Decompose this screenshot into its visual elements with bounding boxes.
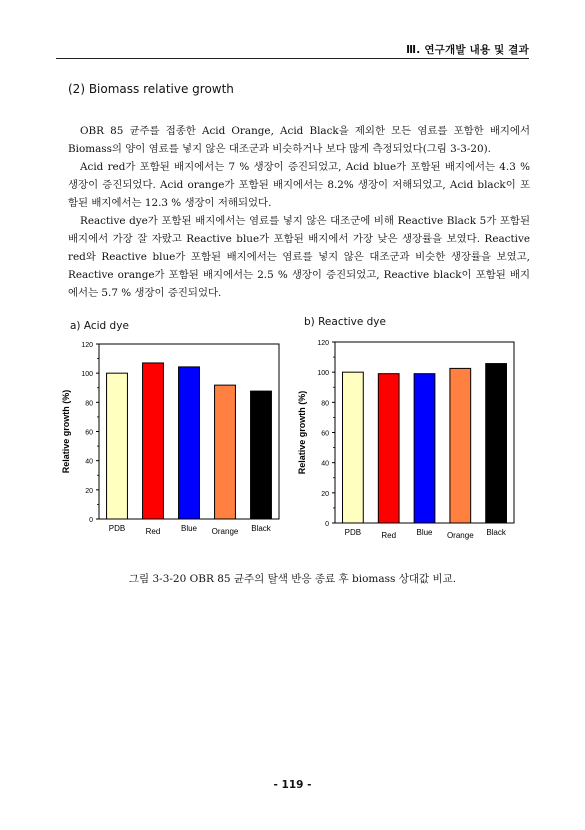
acid-bar-pdb bbox=[107, 373, 128, 519]
reactive-bar-black bbox=[486, 364, 507, 523]
reactive-xtick-label: Black bbox=[486, 528, 506, 537]
reactive-bar-red bbox=[378, 374, 399, 523]
acid-xtick-label: Red bbox=[145, 527, 161, 536]
reactive-ytick-label: 80 bbox=[321, 400, 329, 408]
paragraph-1: OBR 85 균주를 접종한 Acid Orange, Acid Black을 제외한 모든 염료를 포함한 배지에서 Biomass의 양이 염료를 넣지 않은 대조군과 비슷하거나 보다 많게 측정되었다(그림 3-3-20). bbox=[68, 125, 530, 155]
reactive-ylabel: Relative growth (%) bbox=[297, 390, 307, 475]
body-text bbox=[68, 122, 530, 302]
paragraph-2: Acid red가 포함된 배지에서는 7 % 생장이 증진되었고, Acid blue가 포함된 배지에서는 4.3 % 생장이 증진되었다. Acid orange가 포함된 배지에서는 8.2% 생장이 저해되었고, Acid black이 포함된 배지에서는 12.3 % 생장이 저해되었다. bbox=[68, 161, 530, 209]
acid-bar-orange bbox=[215, 385, 236, 519]
reactive-ytick-label: 20 bbox=[321, 490, 329, 498]
reactive-ytick-label: 0 bbox=[325, 521, 329, 528]
acid-ytick-label: 20 bbox=[85, 487, 93, 495]
acid-xtick-label: PDB bbox=[108, 524, 126, 533]
acid-ytick-label: 100 bbox=[81, 371, 93, 379]
acid-ytick-label: 120 bbox=[81, 342, 93, 349]
reactive-dye-chart bbox=[299, 334, 519, 539]
reactive-ytick-label: 40 bbox=[321, 460, 329, 468]
acid-ytick-label: 40 bbox=[85, 458, 93, 466]
acid-xtick-label: Orange bbox=[211, 527, 239, 536]
acid-ytick-label: 0 bbox=[89, 517, 93, 524]
acid-ytick-label: 60 bbox=[85, 429, 93, 437]
reactive-bar-pdb bbox=[343, 372, 364, 523]
acid-ytick-label: 80 bbox=[85, 400, 93, 408]
chart-b-label: b) Reactive dye bbox=[304, 316, 386, 328]
section-title: (2) Biomass relative growth bbox=[68, 82, 234, 96]
reactive-ytick-label: 120 bbox=[317, 340, 329, 347]
reactive-ytick-label: 60 bbox=[321, 430, 329, 438]
reactive-xtick-label: Blue bbox=[416, 528, 433, 537]
page-number: - 119 - bbox=[273, 779, 312, 791]
acid-bar-red bbox=[143, 363, 164, 519]
running-header: Ⅲ. 연구개발 내용 및 결과 bbox=[406, 44, 529, 56]
acid-xtick-label: Black bbox=[251, 524, 271, 533]
chart-a-label: a) Acid dye bbox=[70, 320, 129, 332]
reactive-bar-orange bbox=[450, 368, 471, 523]
header-rule bbox=[56, 58, 529, 59]
acid-xtick-label: Blue bbox=[180, 524, 198, 533]
reactive-xtick-label: PDB bbox=[344, 528, 362, 537]
paragraph-3: Reactive dye가 포함된 배지에서는 염료를 넣지 않은 대조군에 비해 Reactive Black 5가 포함된 배지에서 가장 잘 자랐고 Reactive blue가 포함된 배지에서 가장 낮은 생장률을 보였다. Reactive red와 Reactive blue가 포함된 배지에서는 염료를 넣지 않은 대조군과 비슷한 생장률을 보였고, Reactive orange가 포함된 배지에서는 2.5 % 생장이 증진되었고, Reactive black이 포함된 배지에서는 5.7 % 생장이 증진되었다. bbox=[68, 215, 530, 299]
acid-bar-black bbox=[251, 391, 272, 519]
acid-ylabel: Relative growth (%) bbox=[61, 389, 71, 474]
acid-dye-chart bbox=[61, 337, 284, 537]
acid-bar-blue bbox=[179, 367, 200, 519]
reactive-xtick-label: Red bbox=[381, 531, 397, 540]
figure-caption: 그림 3-3-20 OBR 85 균주의 탈색 반응 종료 후 biomass 상대값 비교. bbox=[128, 573, 457, 585]
reactive-xtick-label: Orange bbox=[446, 531, 474, 540]
reactive-bar-blue bbox=[414, 374, 435, 523]
reactive-ytick-label: 100 bbox=[317, 370, 329, 378]
